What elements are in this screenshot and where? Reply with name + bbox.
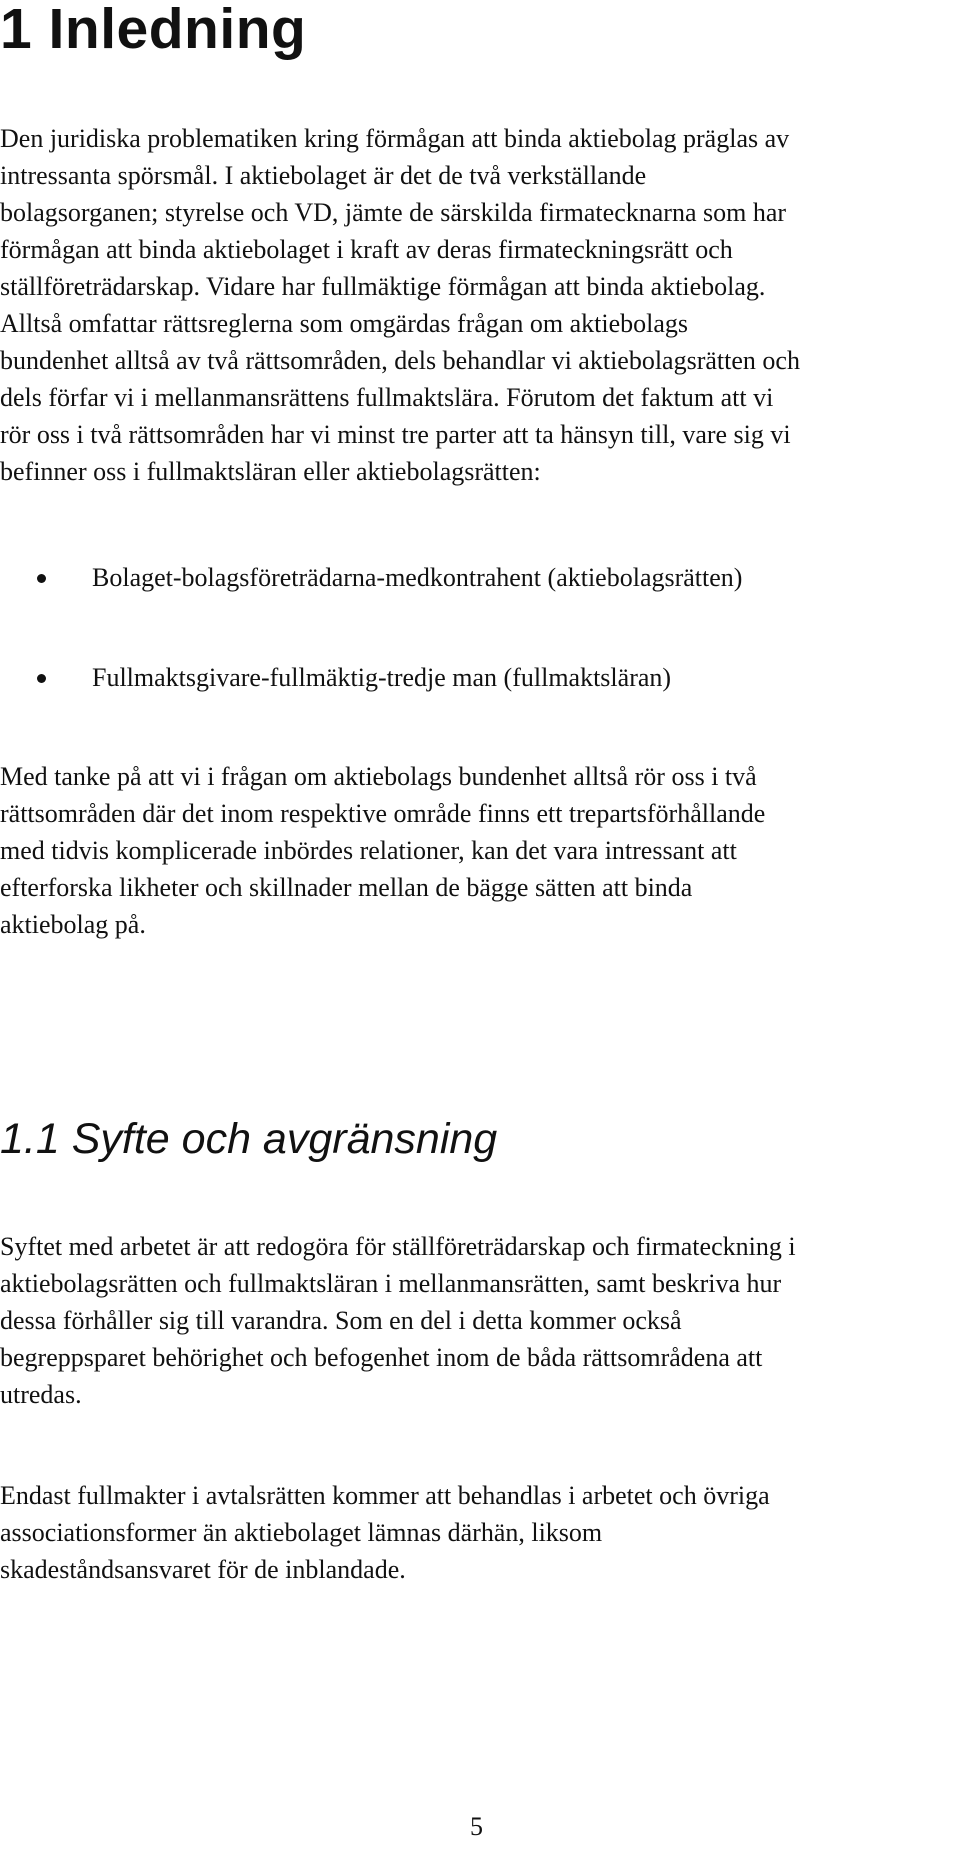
bullet-text: Bolaget-bolagsföreträdarna-medkontrahent (aktiebolagsrätten): [92, 563, 743, 592]
paragraph-line: Endast fullmakter i avtalsrätten kommer att behandlas i arbetet och övriga: [0, 1481, 770, 1510]
paragraph-line: bolagsorganen; styrelse och VD, jämte de särskilda firmatecknarna som har: [0, 198, 787, 227]
section-heading: 1.1 Syfte och avgränsning: [0, 1115, 498, 1163]
paragraph-line: Med tanke på att vi i frågan om aktiebolags bundenhet alltså rör oss i två: [0, 762, 757, 791]
paragraph-line: skadeståndsansvaret för de inblandade.: [0, 1555, 406, 1584]
paragraph-line: rättsområden där det inom respektive område finns ett trepartsförhållande: [0, 799, 766, 828]
tanke-paragraph: [0, 758, 958, 943]
paragraph-line: Den juridiska problematiken kring förmågan att binda aktiebolag präglas av: [0, 124, 790, 153]
paragraph-line: bundenhet alltså av två rättsområden, dels behandlar vi aktiebolagsrätten och: [0, 346, 800, 375]
bullet-icon: [37, 674, 46, 683]
intro-paragraph: [0, 120, 958, 490]
paragraph-line: Alltså omfattar rättsreglerna som omgärdas frågan om aktiebolags: [0, 309, 689, 338]
paragraph-line: aktiebolagsrätten och fullmaktsläran i mellanmansrätten, samt beskriva hur: [0, 1269, 782, 1298]
bullet-icon: [37, 574, 46, 583]
paragraph-line: rör oss i två rättsområden har vi minst tre parter att ta hänsyn till, vare sig vi: [0, 420, 791, 449]
paragraph-line: dels förfar vi i mellanmansrättens fullmaktslära. Förutom det faktum att vi: [0, 383, 774, 412]
bullet-text: Fullmaktsgivare-fullmäktig-tredje man (fullmaktsläran): [92, 663, 672, 692]
paragraph-line: aktiebolag på.: [0, 910, 146, 939]
paragraph-line: intressanta spörsmål. I aktiebolaget är det de två verkställande: [0, 161, 647, 190]
paragraph-line: befinner oss i fullmaktsläran eller aktiebolagsrätten:: [0, 457, 541, 486]
syfte-paragraph: [0, 1228, 958, 1413]
paragraph-line: utredas.: [0, 1380, 82, 1409]
paragraph-line: begreppsparet behörighet och befogenhet inom de båda rättsområdena att: [0, 1343, 763, 1372]
paragraph-line: associationsformer än aktiebolaget lämnas därhän, liksom: [0, 1518, 603, 1547]
paragraph-line: Syftet med arbetet är att redogöra för ställföreträdarskap och firmateckning i: [0, 1232, 796, 1261]
paragraph-line: med tidvis komplicerade inbördes relationer, kan det vara intressant att: [0, 836, 737, 865]
paragraph-line: ställföreträdarskap. Vidare har fullmäktige förmågan att binda aktiebolag.: [0, 272, 766, 301]
paragraph-line: efterforska likheter och skillnader mellan de bägge sätten att binda: [0, 873, 693, 902]
chapter-heading: 1 Inledning: [0, 0, 307, 61]
endast-paragraph: [0, 1477, 958, 1588]
page-number: 5: [470, 1812, 483, 1841]
paragraph-line: dessa förhåller sig till varandra. Som en del i detta kommer också: [0, 1306, 682, 1335]
paragraph-line: förmågan att binda aktiebolaget i kraft av deras firmateckningsrätt och: [0, 235, 733, 264]
